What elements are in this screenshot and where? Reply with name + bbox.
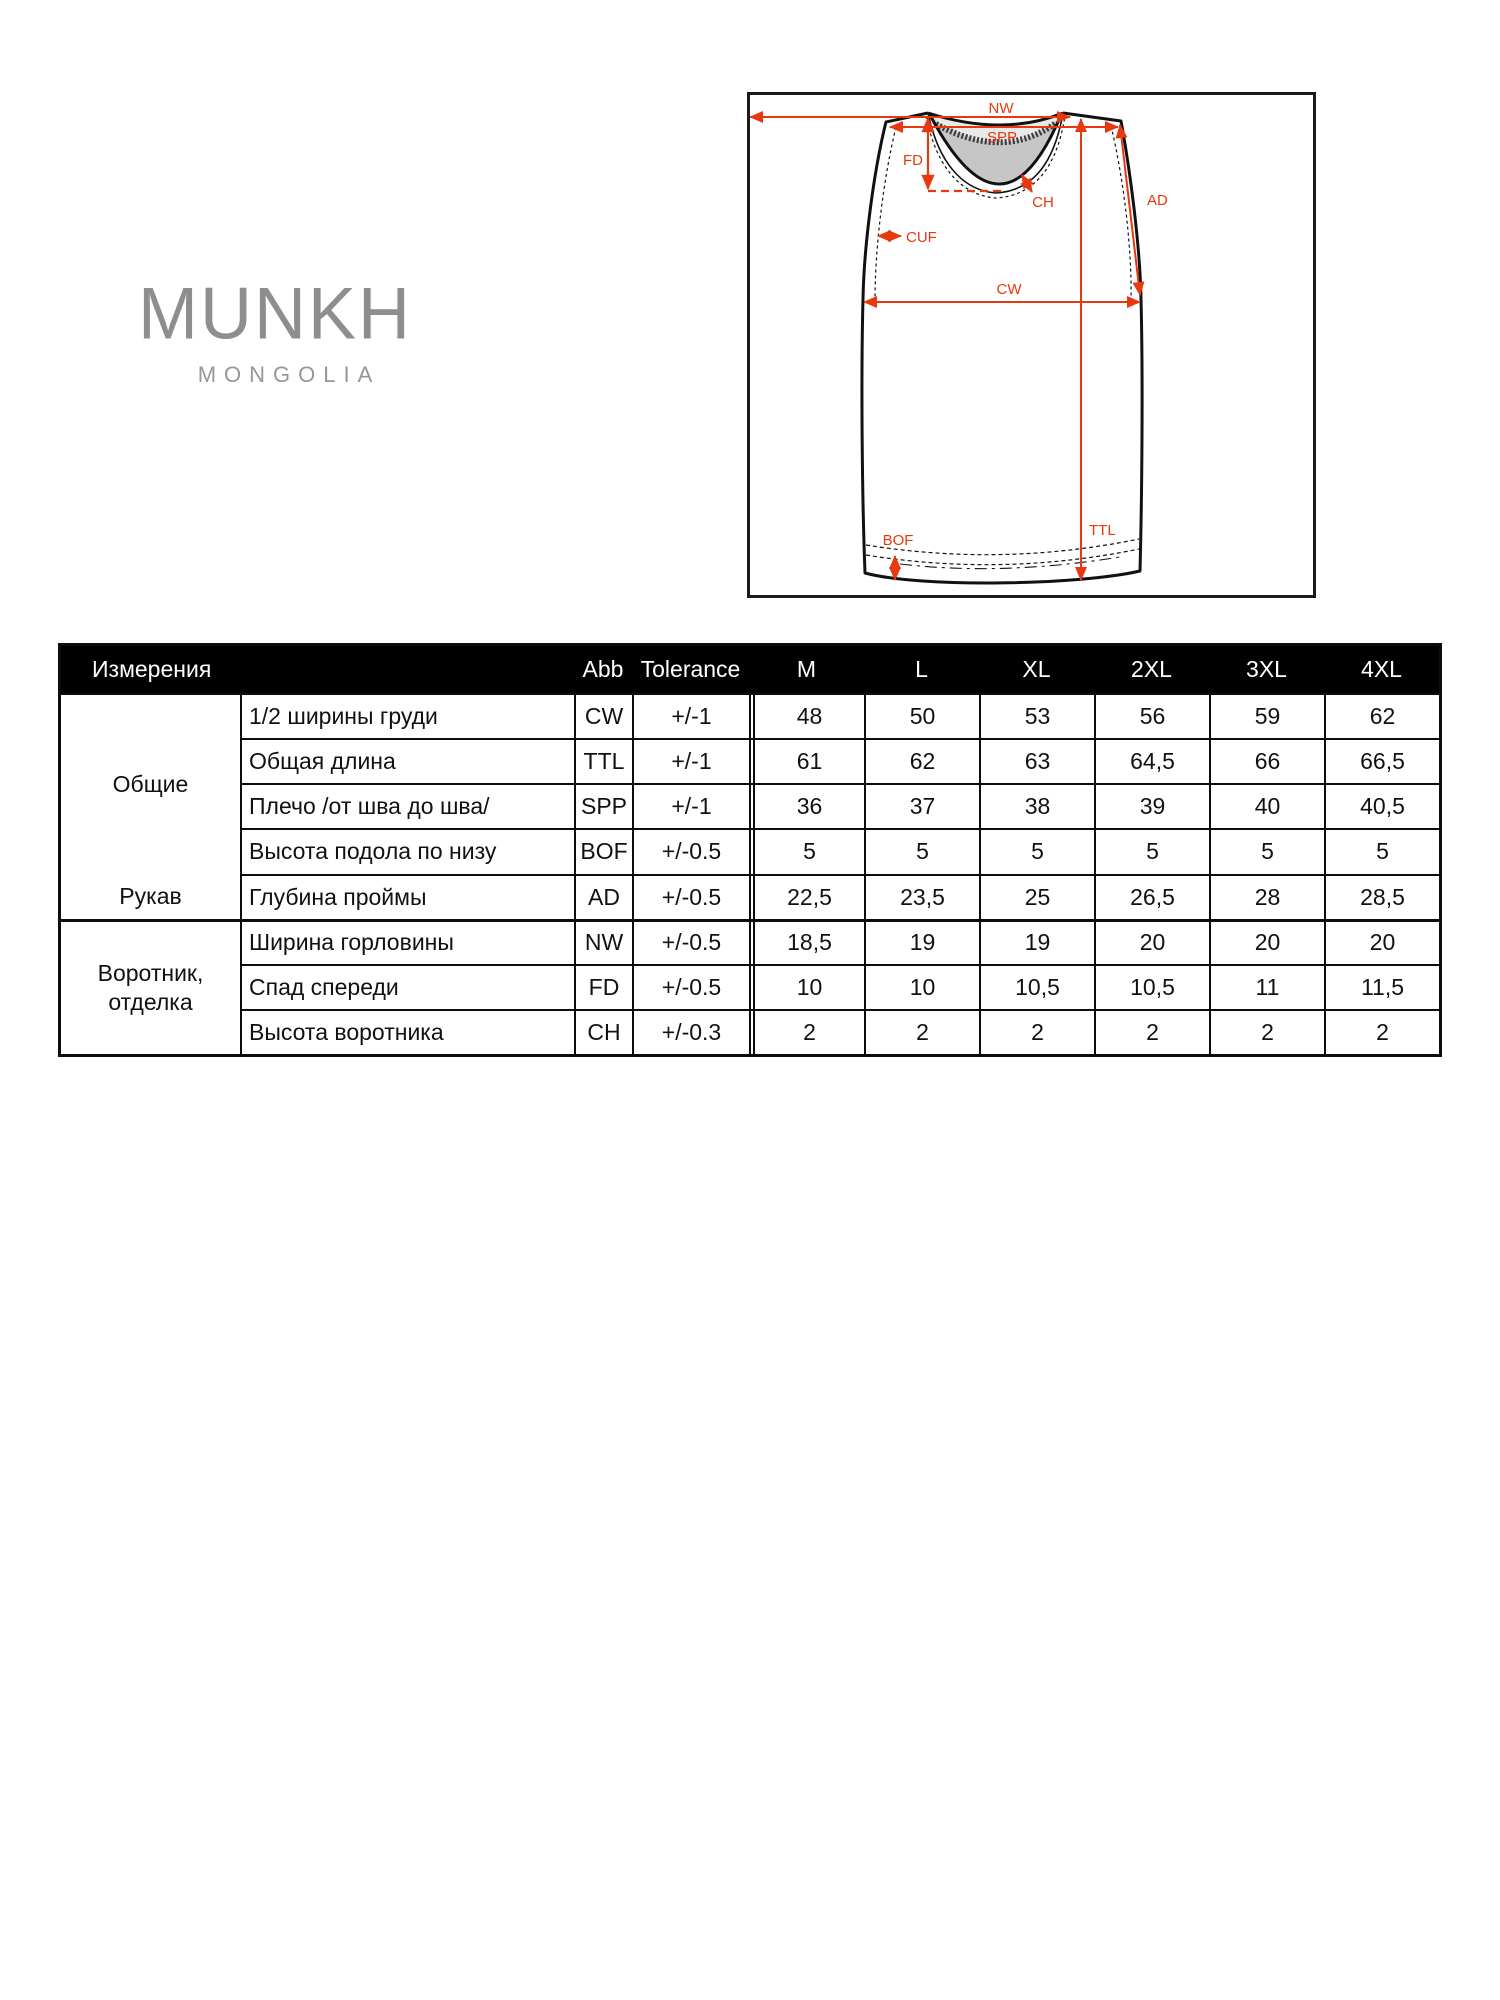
header-size-2xl: 2XL [1094, 646, 1209, 693]
row-value: 28 [1209, 874, 1324, 919]
row-value: 20 [1094, 919, 1209, 964]
row-value: 2 [864, 1009, 979, 1054]
row-value: 2 [1209, 1009, 1324, 1054]
row-value: 39 [1094, 783, 1209, 828]
row-tolerance: +/-0.5 [632, 964, 749, 1009]
fd-label: FD [903, 152, 923, 169]
row-name: Ширина горловины [240, 919, 574, 964]
row-value: 38 [979, 783, 1094, 828]
row-abb: CW [574, 693, 632, 738]
row-tolerance: +/-0.3 [632, 1009, 749, 1054]
row-value: 40,5 [1324, 783, 1439, 828]
bof-label: BOF [882, 532, 914, 549]
row-value: 66,5 [1324, 738, 1439, 783]
header-size-4xl: 4XL [1324, 646, 1439, 693]
row-abb: SPP [574, 783, 632, 828]
row-value: 10,5 [979, 964, 1094, 1009]
row-value: 19 [979, 919, 1094, 964]
row-tolerance: +/-0.5 [632, 828, 749, 873]
row-abb: BOF [574, 828, 632, 873]
row-value: 66 [1209, 738, 1324, 783]
row-abb: NW [574, 919, 632, 964]
row-value: 10,5 [1094, 964, 1209, 1009]
nw-label: NW [988, 100, 1014, 117]
row-name: Высота подола по низу [240, 828, 574, 873]
ad-label: AD [1147, 192, 1168, 209]
cuf-label: CUF [906, 229, 937, 246]
row-name: Высота воротника [240, 1009, 574, 1054]
row-value: 59 [1209, 693, 1324, 738]
row-value: 50 [864, 693, 979, 738]
ttl-label: TTL [1089, 522, 1116, 539]
tank-top-drawing [750, 95, 1313, 595]
row-abb: AD [574, 874, 632, 919]
row-value: 5 [749, 828, 864, 873]
row-value: 62 [864, 738, 979, 783]
row-name: 1/2 ширины груди [240, 693, 574, 738]
row-value: 2 [749, 1009, 864, 1054]
row-value: 62 [1324, 693, 1439, 738]
row-value: 63 [979, 738, 1094, 783]
ch-label: CH [1032, 194, 1054, 211]
row-value: 2 [979, 1009, 1094, 1054]
group-cell-collar: Воротник, отделка [61, 919, 240, 1054]
brand-logo [125, 273, 425, 388]
header-tolerance: Tolerance [632, 646, 749, 693]
row-value: 11,5 [1324, 964, 1439, 1009]
spp-label: SPP [986, 129, 1018, 146]
row-tolerance: +/-0.5 [632, 919, 749, 964]
row-value: 2 [1094, 1009, 1209, 1054]
row-value: 18,5 [749, 919, 864, 964]
row-abb: CH [574, 1009, 632, 1054]
row-value: 26,5 [1094, 874, 1209, 919]
row-value: 23,5 [864, 874, 979, 919]
row-value: 5 [1324, 828, 1439, 873]
row-abb: TTL [574, 738, 632, 783]
row-value: 36 [749, 783, 864, 828]
header-measurements: Измерения [61, 646, 574, 693]
row-value: 19 [864, 919, 979, 964]
row-value: 48 [749, 693, 864, 738]
row-value: 10 [864, 964, 979, 1009]
row-name: Глубина проймы [240, 874, 574, 919]
row-value: 61 [749, 738, 864, 783]
brand-name: MUNKH [138, 273, 412, 355]
row-tolerance: +/-1 [632, 738, 749, 783]
row-value: 56 [1094, 693, 1209, 738]
row-value: 5 [979, 828, 1094, 873]
row-value: 2 [1324, 1009, 1439, 1054]
row-value: 40 [1209, 783, 1324, 828]
group-label-sleeve: Рукав [119, 882, 182, 909]
row-tolerance: +/-0.5 [632, 874, 749, 919]
group-label-general: Общие [112, 770, 189, 797]
brand-subtitle: MONGOLIA [197, 362, 381, 387]
measurement-table [58, 643, 1442, 1057]
row-tolerance: +/-1 [632, 783, 749, 828]
row-value: 53 [979, 693, 1094, 738]
row-value: 22,5 [749, 874, 864, 919]
header-size-m: M [749, 646, 864, 693]
row-value: 5 [864, 828, 979, 873]
header-abb: Abb [574, 646, 632, 693]
row-name: Общая длина [240, 738, 574, 783]
group-cell-general-sleeve [61, 693, 240, 919]
row-value: 20 [1209, 919, 1324, 964]
row-abb: FD [574, 964, 632, 1009]
header-size-l: L [864, 646, 979, 693]
header-size-3xl: 3XL [1209, 646, 1324, 693]
row-value: 20 [1324, 919, 1439, 964]
row-value: 5 [1094, 828, 1209, 873]
row-value: 64,5 [1094, 738, 1209, 783]
row-name: Плечо /от шва до шва/ [240, 783, 574, 828]
garment-diagram-frame [747, 92, 1316, 598]
row-value: 28,5 [1324, 874, 1439, 919]
header-size-xl: XL [979, 646, 1094, 693]
cw-label: CW [996, 281, 1022, 298]
row-value: 25 [979, 874, 1094, 919]
row-name: Спад спереди [240, 964, 574, 1009]
row-tolerance: +/-1 [632, 693, 749, 738]
row-value: 37 [864, 783, 979, 828]
row-value: 10 [749, 964, 864, 1009]
row-value: 11 [1209, 964, 1324, 1009]
row-value: 5 [1209, 828, 1324, 873]
